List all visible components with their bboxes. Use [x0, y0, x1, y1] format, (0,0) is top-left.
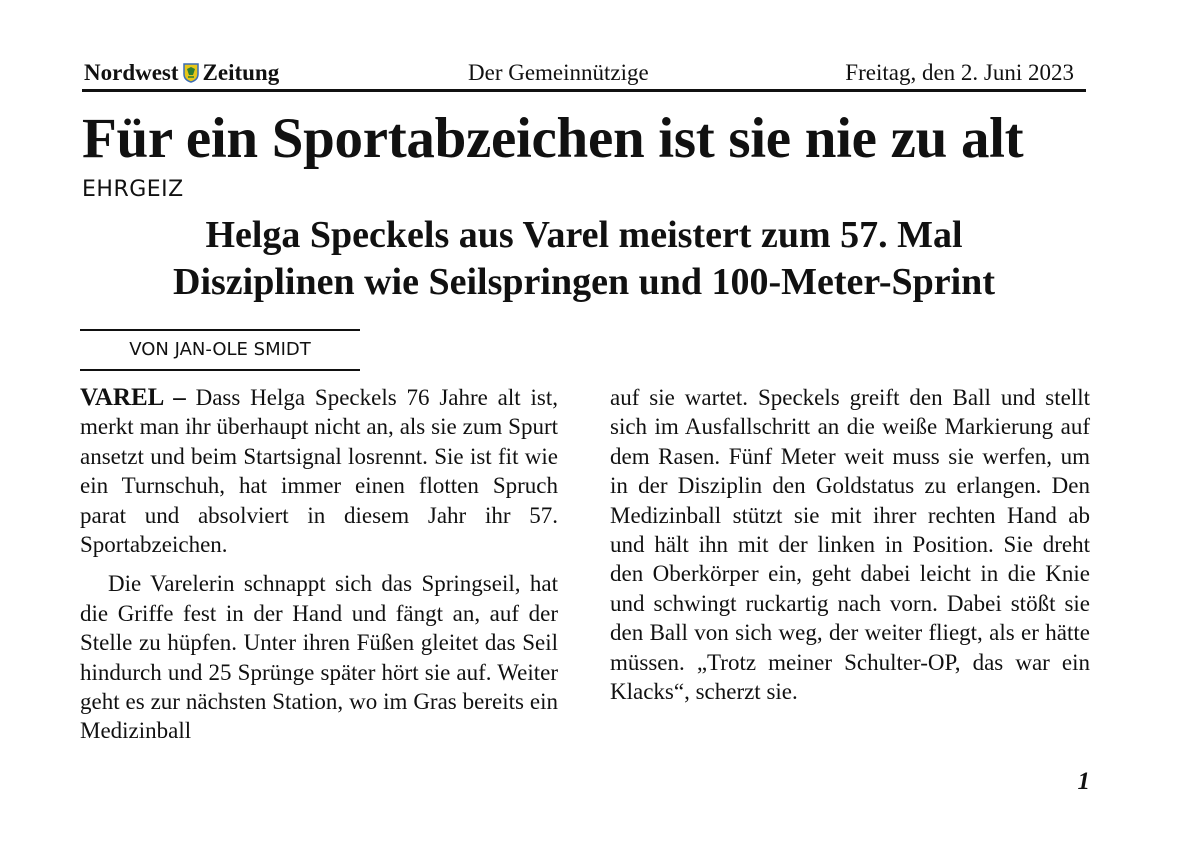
paragraph-3: auf sie wartet. Speckels greift den Ball und stellt sich im Ausfallschritt an die weiße Markierung auf dem Rasen. Fünf Meter weit muss sie werfen, um in der Disziplin den Goldstatus zu erlangen. Den Medizinball stützt sie mit ihrer rechten Hand ab und hält ihn mit der linken in Position. Sie dreht den Oberkörper ein, geht dabei leicht in die Knie und schwingt ruckartig nach vorn. Dabei stößt sie den Ball von sich weg, der weiter fliegt, als er hätte müssen. „Trotz meiner Schulter-OP, das war ein Klacks“, scherzt sie.: [610, 385, 1090, 705]
newspaper-name: [84, 60, 279, 86]
paragraph-2: Die Varelerin schnappt sich das Springseil, hat die Griffe fest in der Hand und fängt an, auf der Stelle zu hüpfen. Unter ihren Füßen gleitet das Seil hindurch und 25 Sprünge später hört sie auf. Weiter geht es zur nächsten Station, wo im Gras bereits ein Medizinball: [80, 571, 558, 744]
article-column-1: [80, 383, 558, 746]
coat-of-arms-icon: [183, 63, 199, 83]
paragraph-1: [80, 383, 558, 559]
page-number: 1: [1077, 768, 1090, 795]
article-column-2: [610, 383, 1090, 706]
byline-rule-bottom: [80, 369, 360, 371]
newspaper-name-right: Zeitung: [202, 60, 280, 85]
paragraph-1-text: Dass Helga Speckels 76 Jahre alt ist, merkt man ihr überhaupt nicht an, als sie zum Spurt ansetzt und beim Startsignal losrennt. Sie ist fit wie ein Turnschuh, hat immer einen flotten Spruch parat und absolviert in diesem Jahr ihr 57. Sportabzeichen.: [80, 385, 558, 558]
kicker: EHRGEIZ: [82, 177, 184, 202]
headline: Für ein Sportabzeichen ist sie nie zu alt: [82, 107, 1024, 170]
masthead: [84, 58, 1086, 88]
issue-date: Freitag, den 2. Juni 2023: [845, 60, 1074, 85]
dateline: VAREL –: [80, 384, 186, 411]
byline: VON JAN-OLE SMIDT: [129, 339, 311, 360]
section-name: Der Gemeinnützige: [468, 60, 649, 85]
newspaper-name-left: Nordwest: [84, 60, 179, 85]
byline-rule-top: [80, 329, 360, 331]
subhead-line-2: Disziplinen wie Seilspringen und 100-Meter-Sprint: [173, 261, 995, 303]
subheadline: [82, 212, 1086, 306]
masthead-rule: [82, 89, 1086, 92]
subhead-line-1: Helga Speckels aus Varel meistert zum 57. Mal: [205, 214, 963, 256]
